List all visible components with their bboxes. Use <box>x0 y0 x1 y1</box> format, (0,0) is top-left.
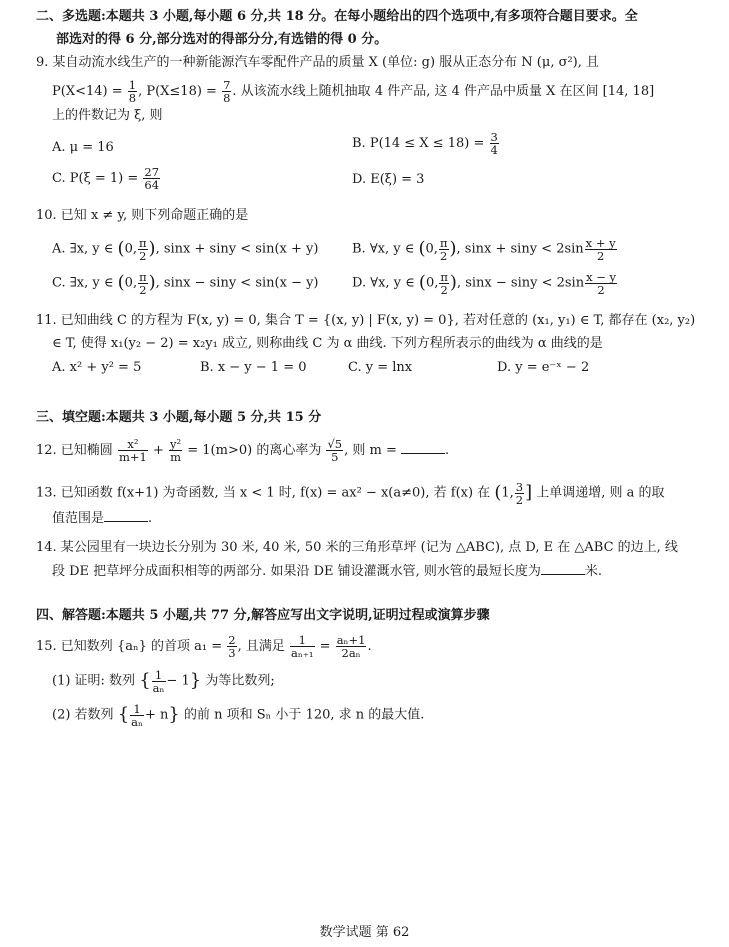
section-4-heading <box>36 606 490 626</box>
q13-end: . <box>148 511 153 526</box>
paren-close: ) <box>449 238 457 259</box>
paren-open: ( <box>117 272 125 293</box>
q14-answer-blank[interactable] <box>541 561 585 575</box>
paren-open: ( <box>117 238 125 259</box>
q10-d-2: , sinx − siny < 2sin <box>456 275 585 291</box>
q13-frac: $\frac{3}{2}$ <box>515 479 524 507</box>
q10-option-d <box>352 268 618 299</box>
q11-stem-line-1 <box>36 311 695 331</box>
q12-frac-y: $\frac{\text{y²}}{m}$ <box>170 437 182 464</box>
q15-text-a: 15. 已知数列 {aₙ} 的首项 a₁ = <box>36 639 223 654</box>
q12-plus: + <box>152 443 164 458</box>
q13-interval-start: 1, <box>501 485 514 501</box>
q9-frac-2: $\frac{7}{8}$ <box>223 78 231 105</box>
q15-eq: = <box>319 639 331 654</box>
interval-zero: 0, <box>124 241 137 257</box>
q12 <box>36 436 449 466</box>
q13-line-2 <box>52 508 152 529</box>
q9-option-d-text: D. E(ξ) = 3 <box>352 172 425 187</box>
q14-end: 米. <box>584 564 603 579</box>
q11-option-b <box>200 358 307 378</box>
q13-text-b: 上单调递增, 则 a 的取 <box>536 485 665 501</box>
q14-text-1: 14. 某公园里有一块边长分别为 30 米, 40 米, 50 米的三角形草坪 (记为 △ABC), 点 D, E 在 △ABC 的边上, 线 <box>36 540 678 555</box>
q9-option-c-text: C. P(ξ = 1) = <box>52 171 139 186</box>
paren-open: ( <box>418 238 426 259</box>
interval-zero: 0, <box>124 275 138 291</box>
q9-option-c <box>52 165 161 193</box>
q13-line-1 <box>36 478 665 509</box>
q10-c-1: C. ∃x, y ∈ <box>52 275 114 291</box>
q12-text-a: 12. 已知椭圆 <box>36 443 113 458</box>
q14-text-2: 段 DE 把草坪分成面积相等的两部分. 如果沿 DE 铺设灌溉水管, 则水管的最短长度为 <box>52 564 541 579</box>
q9-option-a <box>52 138 114 158</box>
pi-over-2: $\frac{\pi}{2}$ <box>138 235 147 263</box>
q13-text-c: 值范围是 <box>52 511 105 526</box>
q14-line-2 <box>52 561 602 582</box>
q9-option-b <box>352 130 500 158</box>
paren-close: ) <box>148 238 156 259</box>
q15-frac-a1: $\frac{2}{3}$ <box>228 633 236 660</box>
q11-stem-line-2 <box>52 334 603 354</box>
q11-text-2: ∈ T, 使得 x₁(y₂ − 2) = x₂y₁ 成立, 则称曲线 C 为 α 曲线. 下列方程所表示的曲线为 α 曲线的是 <box>52 336 603 351</box>
q9-prob-1: P(X<14) = <box>52 84 123 99</box>
q9-prob-2: , P(X≤18) = <box>138 84 217 99</box>
q15-text-b: , 且满足 <box>237 639 285 654</box>
q11-c-text: C. y = lnx <box>348 360 413 375</box>
q13-text-a: 13. 已知函数 f(x+1) 为奇函数, 当 x < 1 时, f(x) = ax² − x(a≠0), 若 f(x) 在 <box>36 485 491 501</box>
q12-end: . <box>445 443 450 458</box>
q13-answer-blank[interactable] <box>104 508 148 522</box>
q9-option-b-frac: $\frac{3}{4}$ <box>490 130 498 157</box>
paren-close: ) <box>449 272 457 293</box>
q15-p2-plus: + n <box>145 707 169 723</box>
q15-p2-frac: $\frac{1}{\text{aₙ}}$ <box>131 701 143 729</box>
section-3-text: 三、填空题:本题共 3 小题,每小题 5 分,共 15 分 <box>36 410 322 425</box>
pi-over-2: $\frac{\pi}{2}$ <box>440 269 448 297</box>
brace-close: } <box>168 704 180 725</box>
interval-zero: 0, <box>425 241 438 257</box>
q11-option-d <box>497 358 589 378</box>
bracket-open: ( <box>494 482 502 503</box>
q15-end: . <box>367 639 372 654</box>
q9-text-3: 上的件数记为 ξ, 则 <box>52 108 163 123</box>
q12-text-b: = 1(m>0) 的离心率为 <box>187 443 322 458</box>
q11-b-text: B. x − y − 1 = 0 <box>200 360 307 375</box>
q15-p2-end: 的前 n 项和 Sₙ 小于 120, 求 n 的最大值. <box>184 707 425 723</box>
section-3-heading <box>36 408 321 428</box>
brace-open: { <box>117 704 130 725</box>
q10-option-b <box>352 234 618 265</box>
pi-over-2: $\frac{\pi}{2}$ <box>139 269 147 297</box>
q15-stem <box>36 632 372 662</box>
q12-text-c: , 则 m = <box>344 443 397 458</box>
q10-a-1: A. ∃x, y ∈ <box>52 241 114 257</box>
q11-d-text: D. y = e⁻ˣ − 2 <box>497 360 590 375</box>
q9-prob-3: . 从该流水线上随机抽取 4 件产品, 这 4 件产品中质量 X 在区间 [14, 18] <box>232 84 655 99</box>
q10-c-2: , sinx − siny < sin(x − y) <box>155 275 319 291</box>
section-2-text-2: 部选对的得 6 分,部分选对的得部分分,有选错的得 0 分。 <box>56 32 388 47</box>
q12-eccentricity: $\frac{√5}{5}$ <box>327 437 343 464</box>
pi-over-2: $\frac{\pi}{2}$ <box>439 235 448 263</box>
q11-option-a <box>52 358 141 378</box>
q11-text-1: 11. 已知曲线 C 的方程为 F(x, y) = 0, 集合 T = {(x, y) | F(x, y) = 0}, 若对任意的 (x₁, y₁) ∈ T, 都存在 (x₂, y₂) <box>36 313 696 328</box>
q10-d-frac: $\frac{x - y}{2}$ <box>586 269 617 297</box>
brace-close: } <box>189 670 202 691</box>
q15-p1-minus: − 1 <box>166 673 190 689</box>
bracket-close: ] <box>525 482 533 503</box>
q10-b-2: , sinx + siny < 2sin <box>456 241 584 257</box>
section-2-heading-cont <box>56 30 387 50</box>
q10-option-a <box>52 234 318 265</box>
brace-open: { <box>139 670 151 691</box>
q11-option-c <box>348 358 412 378</box>
footer-text: 数学试题 第 62 <box>319 925 410 940</box>
q9-option-b-text: B. P(14 ≤ X ≤ 18) = <box>352 136 485 151</box>
q10-d-1: D. ∀x, y ∈ <box>352 275 415 291</box>
q9-stem-line-1 <box>36 53 599 73</box>
q15-p2-text: (2) 若数列 <box>52 707 114 723</box>
q10-a-2: , sinx + siny < sin(x + y) <box>155 241 319 257</box>
q15-p1-end: 为等比数列; <box>205 673 275 689</box>
q10-stem-text: 10. 已知 x ≠ y, 则下列命题正确的是 <box>36 208 249 223</box>
q9-frac-1: $\frac{1}{8}$ <box>128 78 137 105</box>
q10-b-1: B. ∀x, y ∈ <box>352 241 415 257</box>
q12-frac-x: $\frac{\text{x²}}{m+1}$ <box>118 437 147 464</box>
q9-text: 9. 某自动流水线生产的一种新能源汽车零配件产品的质量 X (单位: g) 服从正态分布 N (μ, σ²), 且 <box>36 55 600 70</box>
q14-line-1 <box>36 538 678 558</box>
q15-frac-rhs: $\frac{\text{aₙ+1}}{\text{2aₙ}}$ <box>336 633 366 660</box>
q11-a-text: A. x² + y² = 5 <box>52 360 142 375</box>
q9-stem-line-3 <box>52 106 163 126</box>
q15-part-1 <box>52 666 275 697</box>
section-2-text-1: 二、多选题:本题共 3 小题,每小题 6 分,共 18 分。在每小题给出的四个选项中,有多项符合题目要求。全 <box>36 9 638 24</box>
q15-p1-text: (1) 证明: 数列 <box>52 673 136 689</box>
q10-stem <box>36 206 248 226</box>
q9-option-a-text: A. μ = 16 <box>52 140 114 155</box>
q15-p1-frac: $\frac{1}{\text{aₙ}}$ <box>152 667 165 695</box>
interval-zero: 0, <box>425 275 439 291</box>
section-4-text: 四、解答题:本题共 5 小题,共 77 分,解答应写出文字说明,证明过程或演算步骤 <box>36 608 490 623</box>
page-footer <box>0 921 729 940</box>
q9-stem-line-2 <box>52 78 654 106</box>
paren-close: ) <box>148 272 156 293</box>
q10-option-c <box>52 268 319 299</box>
q12-answer-blank[interactable] <box>401 440 445 454</box>
paren-open: ( <box>418 272 426 293</box>
section-2-heading <box>36 7 638 27</box>
q9-option-c-frac: $\frac{27}{64}$ <box>144 165 160 192</box>
q15-part-2 <box>52 700 424 731</box>
q10-b-frac: $\frac{x + y}{2}$ <box>585 235 616 263</box>
q15-frac-lhs: $\frac{1}{\text{aₙ₊₁}}$ <box>290 633 314 660</box>
q9-option-d <box>352 170 424 190</box>
